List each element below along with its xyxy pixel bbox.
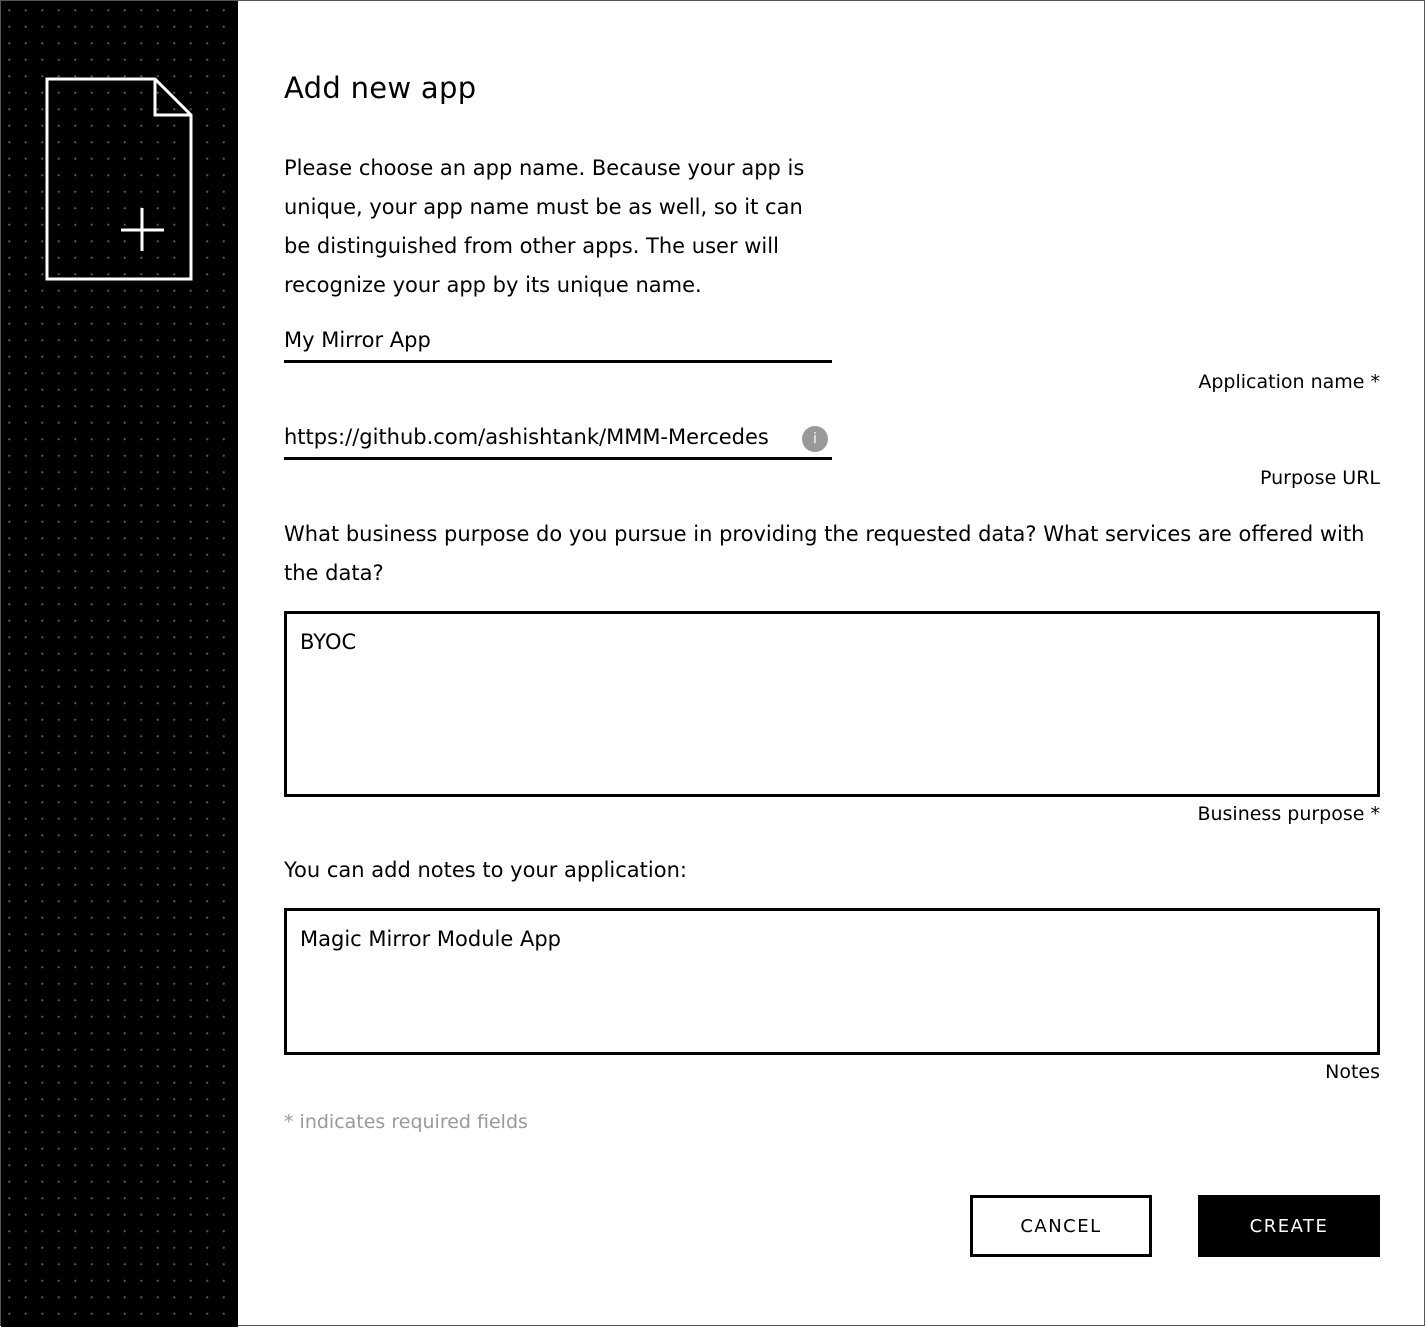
- page-title: Add new app: [284, 71, 477, 105]
- business-purpose-label: Business purpose *: [1197, 803, 1380, 825]
- notes-textarea[interactable]: Magic Mirror Module App: [284, 908, 1380, 1055]
- purpose-url-input[interactable]: [284, 418, 832, 460]
- notes-question: You can add notes to your application:: [284, 858, 687, 882]
- required-note: * indicates required fields: [284, 1111, 528, 1133]
- cancel-button[interactable]: CANCEL: [970, 1195, 1152, 1257]
- create-button[interactable]: CREATE: [1198, 1195, 1380, 1257]
- purpose-url-value: https://github.com/ashishtank/MMM-Mercedes: [284, 425, 769, 449]
- application-name-input[interactable]: My Mirror App: [284, 321, 832, 363]
- application-name-label: Application name *: [1198, 371, 1380, 393]
- intro-text: Please choose an app name. Because your app is unique, your app name must be as well, so it can be distinguished from other apps. The user will recognize your app by its unique name.: [284, 156, 805, 297]
- new-file-icon: [45, 77, 193, 282]
- notes-label: Notes: [1325, 1061, 1380, 1083]
- business-question: What business purpose do you pursue in providing the requested data? What services are offered with the data?: [284, 522, 1365, 585]
- business-purpose-textarea[interactable]: BYOC: [284, 611, 1380, 797]
- purpose-url-label: Purpose URL: [1260, 467, 1380, 489]
- sidebar-dotted: [1, 1, 238, 1327]
- info-icon[interactable]: i: [802, 426, 828, 452]
